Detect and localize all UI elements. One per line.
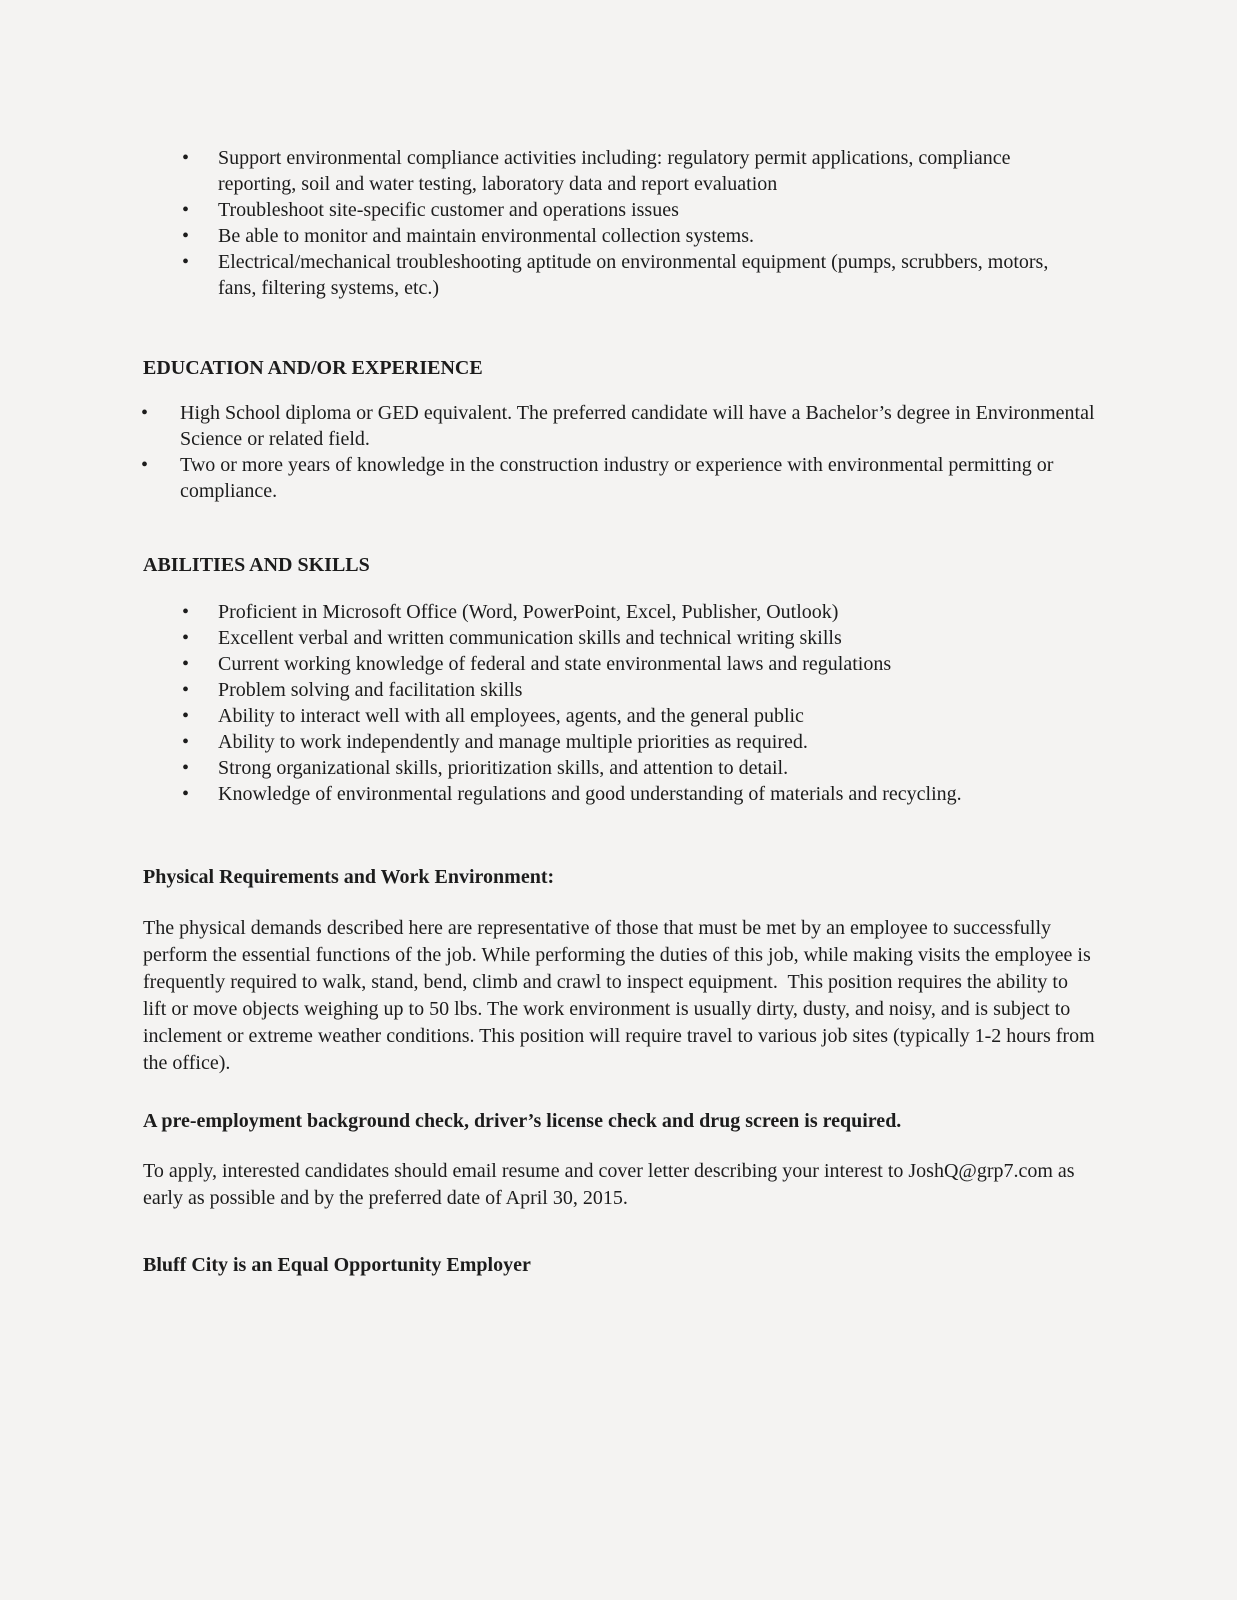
responsibility-item: • Be able to monitor and maintain environmental collection systems. (218, 223, 1073, 249)
apply-instructions-paragraph: To apply, interested candidates should email resume and cover letter describing your interest to JoshQ@grp7.com as early as possible and by the preferred date of April 30, 2015. (143, 1160, 1075, 1209)
ability-item: • Current working knowledge of federal and state environmental laws and regulations (218, 651, 1073, 677)
abilities-bullet-list (143, 599, 1103, 807)
education-item: • High School diploma or GED equivalent. The preferred candidate will have a Bachelor’s degree in Environmental Science or related field. (180, 400, 1095, 452)
ability-item: • Excellent verbal and written communication skills and technical writing skills (218, 625, 1073, 651)
preemployment-check-note: A pre-employment background check, driver’s license check and drug screen is required. (143, 1110, 902, 1132)
responsibility-item: • Electrical/mechanical troubleshooting aptitude on environmental equipment (pumps, scrubbers, motors, fans, filtering systems, etc.) (218, 249, 1073, 301)
ability-item: • Knowledge of environmental regulations and good understanding of materials and recycling. (218, 781, 1073, 807)
ability-item: • Ability to interact well with all employees, agents, and the general public (218, 703, 1073, 729)
physical-requirements-heading: Physical Requirements and Work Environment: (143, 866, 555, 888)
responsibility-item: • Troubleshoot site-specific customer and operations issues (218, 197, 1073, 223)
responsibilities-bullet-list (143, 145, 1103, 301)
ability-item: • Strong organizational skills, prioritization skills, and attention to detail. (218, 755, 1073, 781)
ability-item: • Problem solving and facilitation skills (218, 677, 1073, 703)
education-section-heading: EDUCATION AND/OR EXPERIENCE (143, 357, 483, 379)
education-item: • Two or more years of knowledge in the construction industry or experience with environmental permitting or compliance. (180, 452, 1095, 504)
equal-opportunity-statement: Bluff City is an Equal Opportunity Employer (143, 1254, 531, 1276)
responsibility-item: • Support environmental compliance activities including: regulatory permit applications, compliance reporting, soil and water testing, laboratory data and report evaluation (218, 145, 1073, 197)
ability-item: • Proficient in Microsoft Office (Word, PowerPoint, Excel, Publisher, Outlook) (218, 599, 1073, 625)
education-bullet-list (143, 400, 1103, 504)
abilities-section-heading: ABILITIES AND SKILLS (143, 554, 370, 576)
physical-requirements-paragraph: The physical demands described here are representative of those that must be met by an employee to successfully perform the essential functions of the job. While performing the duties of this job, while making visits the employee is frequently required to walk, stand, bend, climb and crawl to inspect equipment. This position requires the ability to lift or move objects weighing up to 50 lbs. The work environment is usually dirty, dusty, and noisy, and is subject to inclement or extreme weather conditions. This position will require travel to various job sites (typically 1-2 hours from the office). (143, 917, 1100, 1074)
ability-item: • Ability to work independently and manage multiple priorities as required. (218, 729, 1073, 755)
